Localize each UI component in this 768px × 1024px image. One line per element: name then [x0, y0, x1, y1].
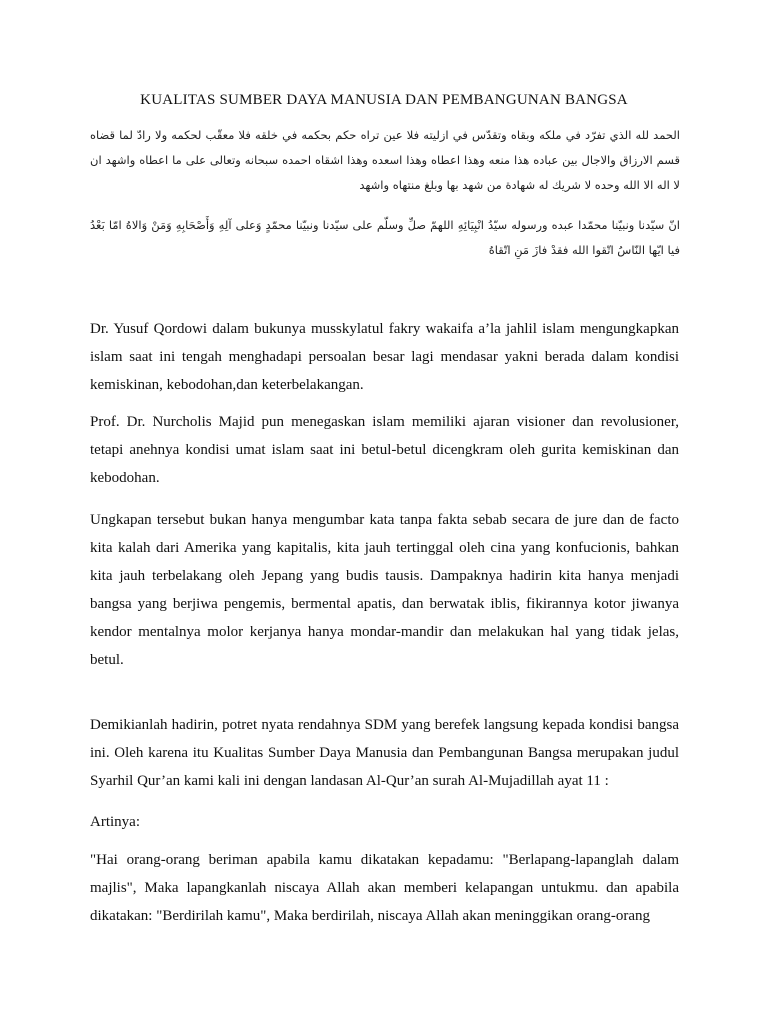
arabic-shalawat-text: انّ سيّدنا ونبيّنا محمّدا عبده ورسوله سيّدُ انْبِيَائِهِ اللهمّ صلِّ وسلّم على سيّدنا ونبيّنا محمّدٍ وَعلى آلِهِ وَأَصْحَابِهِ وَمَنْ وَالاهُ امّا بَعْدُ فيا ايّها النّاسُ اتّقوا الله فقدْ فازَ مَنِ اتّقاهُ — [90, 218, 680, 257]
paragraph-yusuf-qordowi: Dr. Yusuf Qordowi dalam bukunya musskylatul fakry wakaifa a’la jahlil islam mengungkapkan islam saat ini tengah menghadapi persoalan besar lagi mendasar yakni berada dalam kondisi kemiskinan, kebodohan,dan keterbelakangan. — [90, 321, 679, 393]
paragraph-translation: "Hai orang-orang beriman apabila kamu dikatakan kepadamu: "Berlapang-lapanglah dalam majlis", Maka lapangkanlah niscaya Allah akan memberi kelapangan untukmu. dan apabila dikatakan: "Berdirilah kamu", Maka berdirilah, niscaya Allah akan meninggikan orang-orang — [90, 852, 679, 924]
paragraph-ungkapan: Ungkapan tersebut bukan hanya mengumbar kata tanpa fakta sebab secara de jure dan de facto kita kalah dari Amerika yang kapitalis, kita jauh tertinggal oleh cina yang konfucionis, bahkan kita jauh terbelakang oleh Jepang yang budis tausis. Dampaknya hadirin kita hanya menjadi bangsa yang berjiwa pengemis, bermental apatis, dan berwatak iblis, fikirannya kotor jiwanya kendor mentalnya molor kerjanya hanya mondar-mandir dan melakukan hal yang tidak jelas, betul. — [90, 512, 679, 668]
document-title: KUALITAS SUMBER DAYA MANUSIA DAN PEMBANGUNAN BANGSA — [140, 92, 628, 108]
paragraph-artinya: Artinya: — [90, 814, 140, 830]
paragraph-nurcholis-majid: Prof. Dr. Nurcholis Majid pun menegaskan islam memiliki ajaran visioner dan revolusioner, tetapi anehnya kondisi umat islam saat ini betul-betul dicengkram oleh gurita kemiskinan dan kebodohan. — [90, 414, 679, 486]
paragraph-demikianlah: Demikianlah hadirin, potret nyata rendahnya SDM yang berefek langsung kepada kondisi bangsa ini. Oleh karena itu Kualitas Sumber Daya Manusia dan Pembangunan Bangsa merupakan judul Syarhil Qur’an kami kali ini dengan landasan Al-Qur’an surah Al-Mujadillah ayat 11 : — [90, 717, 679, 789]
arabic-opening-text: الحمد لله الذي تفرّد في ملكه وبقاه وتقدّس في ازليته فلا عين تراه حكم بحكمه في خلقه فلا معقّب لحكمه ولا رادّ لما قضاه قسم الارزاق والاجال بين عباده هذا منعه وهذا اعطاه وهذا اسعده وهذا اشقاه احمده سبحانه وتعالى على ما اعطاه واشهد ان لا اله الا الله وحده لا شريك له شهادة من شهد بها وبلغ منتهاه واشهد — [90, 128, 680, 192]
